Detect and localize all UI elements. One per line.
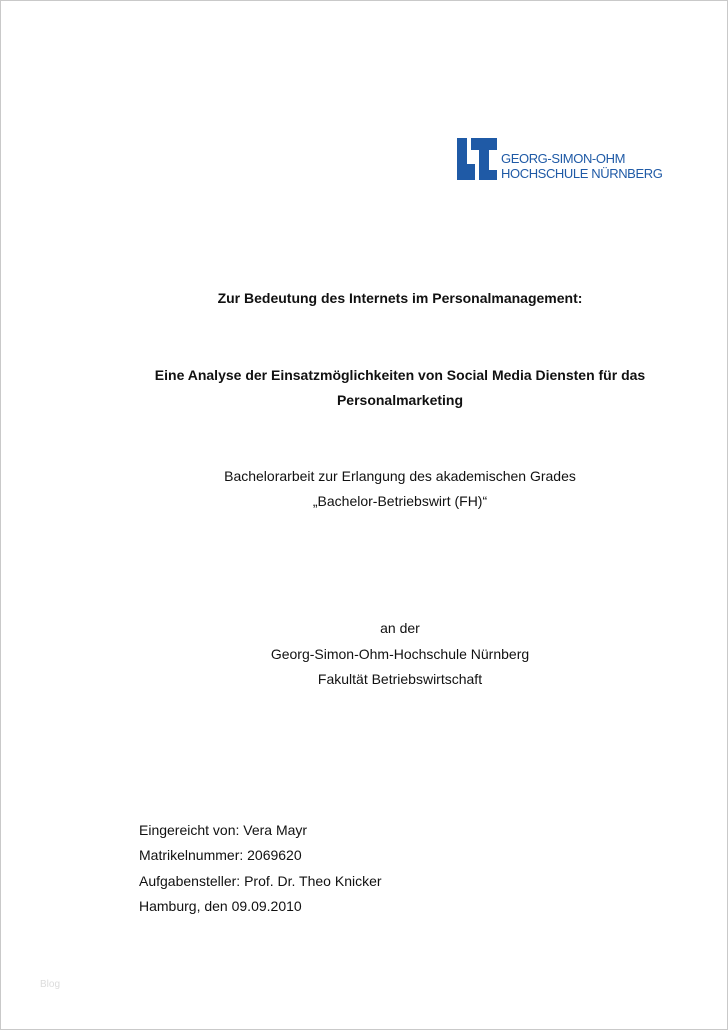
institution-line-1: an der — [380, 620, 420, 636]
supervisor-line: Aufgabensteller: Prof. Dr. Theo Knicker — [139, 872, 382, 889]
degree-line-2: „Bachelor-Betriebswirt (FH)“ — [312, 493, 488, 509]
university-logo-mark — [457, 138, 497, 180]
institution-line-2: Georg-Simon-Ohm-Hochschule Nürnberg — [270, 645, 530, 662]
submission-details — [139, 818, 382, 919]
logo-line-2: HOCHSCHULE NÜRNBERG — [501, 166, 663, 181]
logo-line-1: GEORG-SIMON-OHM — [501, 151, 625, 166]
thesis-title: Zur Bedeutung des Internets im Personalmanagement: — [217, 290, 583, 306]
subtitle-line-2: Personalmarketing — [336, 392, 464, 408]
watermark: Blog — [40, 979, 61, 990]
subtitle-line-1: Eine Analyse der Einsatzmöglichkeiten von Social Media Diensten für das — [154, 367, 646, 383]
degree-line-1: Bachelorarbeit zur Erlangung des akademischen Grades — [224, 468, 576, 484]
university-logo-text — [501, 151, 662, 181]
matriculation-line: Matrikelnummer: 2069620 — [139, 847, 302, 864]
institution-line-3: Fakultät Betriebswirtschaft — [317, 671, 483, 687]
institution-block — [71, 616, 728, 693]
university-logo — [457, 138, 667, 184]
place-date-line: Hamburg, den 09.09.2010 — [139, 897, 302, 914]
degree-statement — [71, 464, 728, 514]
thesis-subtitle — [71, 363, 728, 413]
author-line: Eingereicht von: Vera Mayr — [139, 822, 308, 838]
